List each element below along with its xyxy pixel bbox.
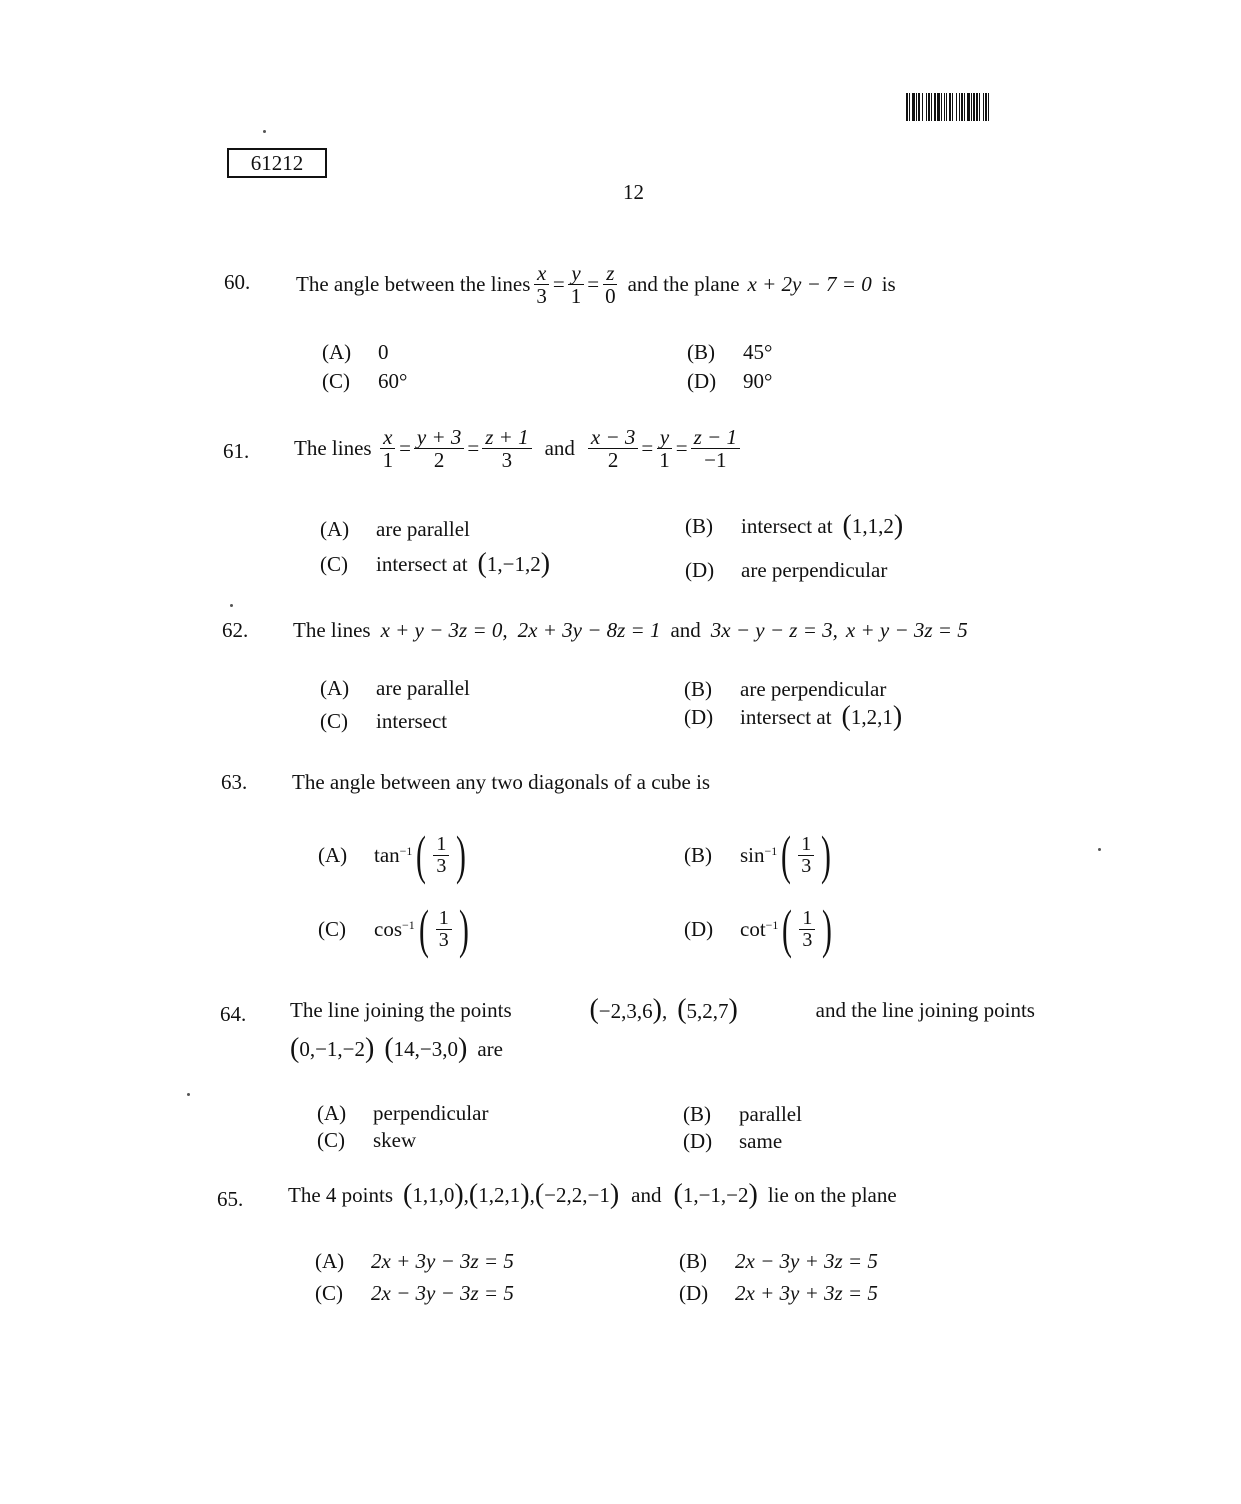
q63-option-a [318,825,470,885]
q61-line2-frac-2 [656,426,673,471]
q63-b-close-paren: ) [821,825,832,885]
q61-line2-frac-3 [691,426,740,471]
q63-a-den: 3 [436,854,447,877]
q61-option-c-point: 1,−1,2 [486,551,541,576]
q62-option-b-label: (B) [684,677,712,701]
q60-frac2-num: y [568,262,583,285]
q63-d-fraction [799,908,815,951]
q61-l2-den-2: 1 [659,448,670,473]
q63-option-b-label: (B) [684,842,712,867]
question-64-stem-line-1 [290,996,1035,1024]
q64-point-1: −2,3,6 [598,999,653,1023]
q65-p3-close: ) [609,1179,620,1210]
q63-option-c [318,899,473,959]
q60-text-mid: and the plane [627,272,740,297]
q64-p2-open: ( [677,994,687,1025]
paper-code-box: 61212 [227,148,327,178]
q65-p3-open: ( [534,1179,545,1210]
q64-text-1: The line joining the points [290,997,512,1022]
q62-option-b [684,677,886,702]
q65-p4-close: ) [748,1179,758,1210]
q60-option-b-label: (B) [687,340,715,364]
q60-option-a [322,340,389,365]
q64-p3-open: ( [290,1033,300,1064]
q65-option-b-text: 2x − 3y + 3z = 5 [735,1249,878,1273]
q60-option-b-text: 45° [743,340,773,364]
q65-p2-open: ( [468,1179,479,1210]
q60-fraction-3 [602,262,619,307]
q64-option-b-text: parallel [739,1102,802,1126]
q60-fraction-2 [568,262,585,307]
q65-option-c-label: (C) [315,1281,343,1305]
q63-option-a-label: (A) [318,842,348,867]
q60-option-c-label: (C) [322,369,350,393]
q61-l2-num-1: x − 3 [588,426,639,449]
q60-option-d-label: (D) [687,369,717,393]
q65-option-a [315,1249,514,1274]
q60-frac3-num: z [603,262,617,285]
q60-option-c-text: 60° [378,369,408,393]
q65-option-a-text: 2x + 3y − 3z = 5 [371,1249,514,1273]
q63-c-open-paren: ( [418,899,429,959]
q65-option-c [315,1281,514,1306]
q61-option-b-label: (B) [685,513,713,538]
q63-d-den: 3 [802,928,813,951]
q64-p3-close: ) [365,1033,375,1064]
q60-option-a-text: 0 [378,340,389,364]
q63-b-num: 1 [798,834,814,856]
question-number-64: 64. [220,1002,247,1026]
q65-point-2: 1,2,1 [478,1182,521,1207]
q62-eq-1: x + y − 3z = 0, [380,618,508,642]
q61-l1-den-3: 3 [501,448,513,473]
q63-d-num: 1 [799,908,815,930]
q65-option-a-label: (A) [315,1249,345,1273]
q61-option-c [320,550,550,578]
q61-option-a-text: are parallel [376,517,470,541]
q62-and: and [670,618,701,642]
q64-option-d [683,1129,782,1154]
q62-text: The lines [293,618,371,642]
question-number-63: 63. [221,770,248,794]
q62-option-b-text: are perpendicular [740,677,887,701]
q64-p2-close: ) [728,994,738,1025]
q63-option-b-fn: sin [740,842,765,867]
q62-option-c [320,709,447,734]
q61-eq-4: = [675,436,688,461]
q63-c-close-paren: ) [458,899,469,959]
q64-option-a-label: (A) [317,1101,347,1125]
q61-option-d-label: (D) [685,558,715,582]
q63-a-inverse: −1 [399,843,413,858]
q61-option-b [685,512,903,540]
q65-option-d-label: (D) [679,1281,709,1305]
q64-p4-close: ) [458,1033,468,1064]
q61-eq-3: = [641,436,654,461]
q62-option-a [320,676,470,701]
q63-option-d-label: (D) [684,916,714,941]
q60-equals-1: = [552,272,565,297]
q61-option-c-label: (C) [320,551,348,576]
q61-l2-num-2: y [657,426,672,449]
q62-option-d-label: (D) [684,704,714,729]
q61-c-close-paren: ) [540,548,551,579]
q61-l2-num-3: z − 1 [691,426,740,449]
q63-c-fraction [436,908,452,951]
q62-option-a-label: (A) [320,676,350,700]
q65-text-1: The 4 points [288,1182,393,1207]
q64-option-b-label: (B) [683,1102,711,1126]
q61-l1-num-3: z + 1 [482,426,531,449]
question-65-stem: The 4 points ( 1,1,0 ) , ( 1,2,1 ) , ( −2,2,−1 ) and ( 1,−1,−2 ) lie on the plane [288,1179,897,1210]
q61-and: and [544,436,575,461]
q63-c-den: 3 [438,928,449,951]
q62-eq-2: 2x + 3y − 8z = 1 [517,618,661,642]
q64-point-1-group: (−2,3,6), (5,2,7) [589,994,738,1025]
question-61-stem [294,426,743,471]
q60-option-c [322,369,407,394]
q65-p4-open: ( [673,1179,683,1210]
q63-a-open-paren: ( [416,825,427,885]
question-number-62: 62. [222,618,249,642]
q63-b-inverse: −1 [764,843,778,858]
q60-option-d-text: 90° [743,369,773,393]
q64-option-a-text: perpendicular [373,1101,489,1125]
question-64-stem-line-2 [290,1035,503,1063]
q63-option-c-fn: cos [374,916,402,941]
q64-point-4: 14,−3,0 [393,1036,459,1061]
q60-option-a-label: (A) [322,340,352,364]
page-number: 12 [623,180,644,204]
q63-option-c-label: (C) [318,916,346,941]
q62-eq-3: 3x − y − z = 3, [710,618,838,642]
question-62-stem [293,618,968,643]
q62-option-d-text: intersect at [740,704,832,729]
q61-eq-1: = [399,436,411,461]
q61-option-b-text: intersect at [741,513,833,538]
barcode [906,93,1059,121]
q64-option-c-text: skew [373,1128,417,1152]
q65-p1-open: ( [403,1179,413,1210]
barcode-bar [989,93,991,121]
q63-b-open-paren: ( [781,825,792,885]
question-number-65: 65. [217,1187,244,1211]
q61-l2-den-3: −1 [704,448,727,473]
q64-option-d-text: same [739,1129,783,1153]
q64-option-b [683,1102,802,1127]
q61-line1-frac-1 [380,426,397,471]
q61-option-a-label: (A) [320,517,350,541]
q64-point-2: 5,2,7 [686,999,729,1023]
q61-c-open-paren: ( [477,548,487,579]
q61-option-c-text: intersect at [376,551,468,576]
q60-frac3-den: 0 [605,284,616,309]
q60-equals-2: = [587,272,600,297]
q65-and: and [631,1182,662,1207]
q63-option-d-fn: cot [740,916,766,941]
scan-speck [187,1093,190,1096]
q65-option-b-label: (B) [679,1249,707,1273]
q64-option-c-label: (C) [317,1128,345,1152]
q64-text-3: are [477,1036,503,1061]
q65-point-1: 1,1,0 [412,1182,455,1207]
q60-frac1-den: 3 [536,284,547,309]
q64-text-2: and the line joining points [815,997,1035,1022]
q62-d-open-paren: ( [841,701,851,732]
q61-line1-frac-3 [482,426,531,471]
question-63-stem [292,770,710,795]
q65-option-c-text: 2x − 3y − 3z = 5 [371,1281,514,1305]
q64-option-a [317,1101,488,1126]
q63-a-num: 1 [433,834,449,856]
question-number-60: 60. [224,270,251,294]
q63-c-num: 1 [436,908,452,930]
q63-a-fraction [433,834,449,877]
q63-option-b [684,825,835,885]
q61-l2-den-1: 2 [607,448,619,473]
scan-speck [230,604,233,607]
q63-d-inverse: −1 [765,917,779,932]
q65-point-3: −2,2,−1 [544,1182,610,1207]
q61-option-b-point: 1,1,2 [851,513,894,538]
q60-fraction-1 [533,262,550,307]
q63-d-close-paren: ) [822,899,833,959]
q61-line1-frac-2 [414,426,465,471]
q63-option-a-fn: tan [374,842,400,867]
q60-frac1-num: x [534,262,549,285]
q65-p1-close: ) [454,1179,464,1210]
q65-point-4: 1,−1,−2 [682,1182,749,1207]
q63-option-d [684,899,836,959]
question-number-61: 61. [223,439,250,463]
q61-option-a [320,517,470,542]
q64-option-d-label: (D) [683,1129,713,1153]
q61-b-open-paren: ( [842,510,852,541]
q62-d-close-paren: ) [892,701,903,732]
q64-p1-close: ) [652,994,662,1025]
q61-l1-num-2: y + 3 [414,426,465,449]
scan-speck [263,130,266,133]
q61-line2-frac-1 [588,426,639,471]
q64-p1-open: ( [589,994,599,1025]
q65-option-b [679,1249,878,1274]
q61-b-close-paren: ) [893,510,904,541]
q62-option-c-label: (C) [320,709,348,733]
q64-option-c [317,1128,416,1153]
q64-point-3: 0,−1,−2 [299,1036,366,1061]
q63-c-inverse: −1 [402,917,415,932]
q61-option-d [685,558,887,583]
q62-option-a-text: are parallel [376,676,470,700]
q62-option-d [684,703,902,731]
q65-p2-close: ) [520,1179,530,1210]
scan-speck [1098,848,1101,851]
q60-plane-equation: x + 2y − 7 = 0 [747,272,872,297]
q61-l1-den-2: 2 [433,448,445,473]
q62-eq-4: x + y − 3z = 5 [845,618,968,642]
q63-b-den: 3 [801,854,812,877]
q61-option-d-text: are perpendicular [741,558,888,582]
q60-option-b [687,340,772,365]
q63-text: The angle between any two diagonals of a cube is [292,770,711,794]
question-60-stem [296,262,896,307]
q63-a-close-paren: ) [456,825,467,885]
q65-option-d [679,1281,878,1306]
q61-l1-den-1: 1 [382,448,394,473]
q61-text-start: The lines [294,436,372,461]
q60-text-start: The angle between the lines [296,272,531,297]
q62-option-d-point: 1,2,1 [850,704,893,729]
q60-text-end: is [881,272,896,297]
q65-option-d-text: 2x + 3y + 3z = 5 [735,1281,878,1305]
q62-option-c-text: intersect [376,709,448,733]
q64-p4-open: ( [384,1033,394,1064]
q63-b-fraction [798,834,814,877]
q60-frac2-den: 1 [570,284,582,309]
q61-eq-2: = [467,436,480,461]
q61-l1-num-1: x [380,426,395,449]
q65-text-2: lie on the plane [767,1182,897,1207]
q60-option-d [687,369,772,394]
q63-d-open-paren: ( [782,899,793,959]
